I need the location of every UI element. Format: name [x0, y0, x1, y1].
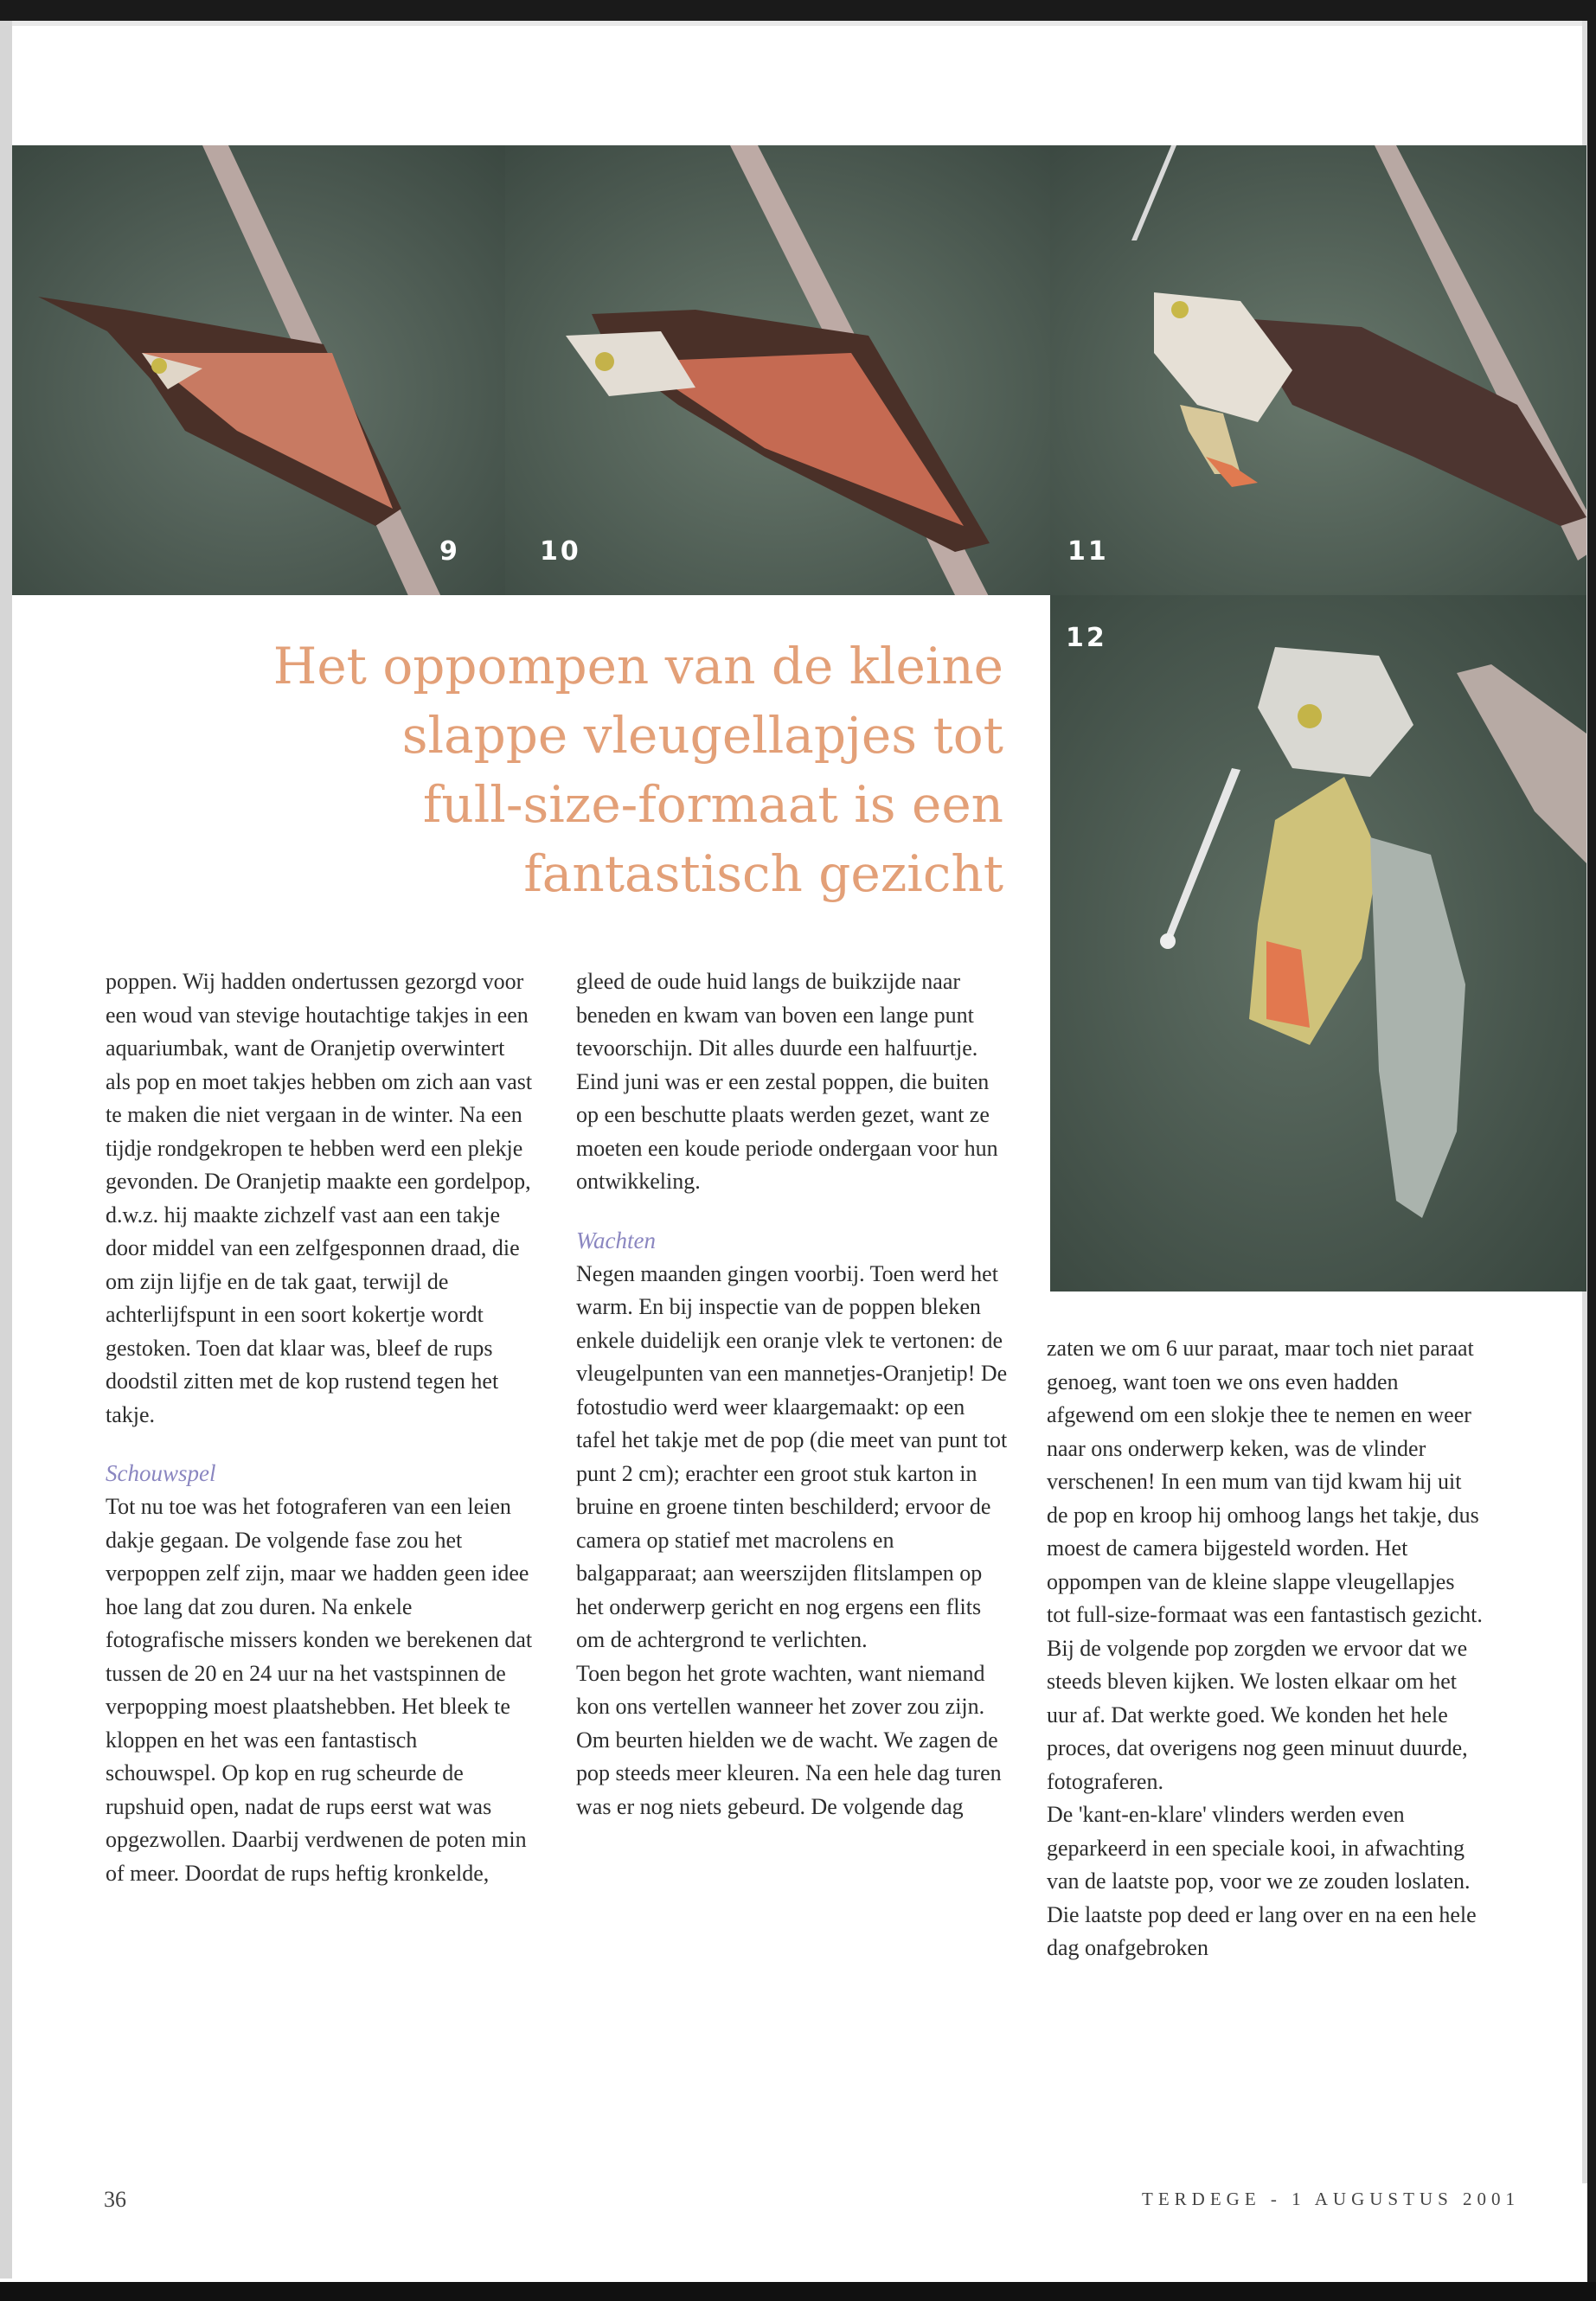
text-column-1 [106, 965, 533, 1890]
text-column-3 [1047, 1332, 1484, 1965]
photo-10-label: 10 [540, 536, 581, 567]
photo-11-label: 11 [1067, 536, 1109, 567]
photo-9 [12, 145, 505, 595]
col1-paragraph-2: Tot nu toe was het fotograferen van een leien dakje gegaan. De volgende fase zou het verpoppen zelf zijn, maar we hadden geen idee hoe lang dat zou duren. Na enkele fotografische missers konden we berekenen dat tussen de 20 en 24 uur na het vastspinnen de verpopping moest plaatshebben. Het bleek te kloppen en het was een fantastisch schouwspel. Op kop en rug scheurde de rupshuid open, nadat de rups eerst wat was opgezwollen. Daarbij verdwenen de poten min of meer. Doordat de rups heftig kronkelde, [106, 1494, 533, 1886]
headline-line-1: Het oppompen van de kleine [272, 637, 1003, 695]
page-number: 36 [104, 2187, 126, 2212]
subhead-schouwspel: Schouwspel [106, 1460, 216, 1486]
headline-line-2: slappe vleugellapjes tot [401, 706, 1003, 765]
right-border [1587, 0, 1596, 2301]
bottom-border [0, 2282, 1596, 2301]
col2-paragraph-2: Negen maanden gingen voorbij. Toen werd het warm. En bij inspectie van de poppen bleken enkele duidelijk een oranje vlek te vertonen: de vleugelpunten van een mannetjes-Oranjetip! De fotostudio werd weer klaargemaakt: op een tafel het takje met de pop (die meet van punt tot punt 2 cm); erachter een groot stuk karton in bruine en groene tinten beschilderd; ervoor de camera op statief met macrolens en balgapparaat; aan weerszijden flitslampen op het onderwerp gericht en nog ergens een flits om de achtergrond te verlichten. [576, 1260, 1008, 1652]
headline-line-3: full-size-formaat is een [422, 775, 1003, 834]
butterfly-pupa-image [12, 145, 505, 595]
photo-9-label: 9 [439, 536, 460, 567]
photo-12-label: 12 [1066, 623, 1107, 653]
col1-paragraph-1: poppen. Wij hadden ondertussen gezorgd voor een woud van stevige houtachtige takjes in een aquariumbak, want de Oranjetip overwintert als pop en moet takjes hebben om zich aan vast te maken die niet vergaan in de winter. Na een tijdje rondgekropen te hebben werd een plekje gevonden. De Oranjetip maakte een gordelpop, d.w.z. hij maakte zichzelf vast aan een takje door middel van een zelfgesponnen draad, die om zijn lijfje en de tak gaat, terwijl de achterlijfspunt in een soort kokertje wordt gestoken. Toen dat klaar was, bleef de rups doodstil zitten met de kop rustend tegen het takje. [106, 969, 533, 1427]
photo-12 [1050, 595, 1586, 1292]
top-border-inner [12, 21, 1585, 26]
top-border [0, 0, 1596, 21]
headline-line-4: fantastisch gezicht [523, 844, 1003, 903]
butterfly-expanding-wings-image [1050, 595, 1586, 1292]
col2-paragraph-1: gleed de oude huid langs de buikzijde naar beneden en kwam van boven een lange punt tevoorschijn. Dit alles duurde een halfuurtje. Eind juni was er een zestal poppen, die buiten op een beschutte plaats werden gezet, want ze moeten een koude periode ondergaan voor hun ontwikkeling. [576, 969, 998, 1194]
butterfly-emerging-image [505, 145, 1050, 595]
magazine-issue-footer: TERDEGE - 1 AUGUSTUS 2001 [1142, 2189, 1520, 2209]
photo-10 [505, 145, 1050, 595]
text-column-2 [576, 965, 1009, 1823]
left-border [0, 21, 12, 2279]
pull-quote-headline [173, 631, 1003, 908]
col3-paragraph-2: De 'kant-en-klare' vlinders werden even geparkeerd in een speciale kooi, in afwachting van de laatste pop, voor we ze zouden loslaten. Die laatste pop deed er lang over en na een hele dag onafgebroken [1047, 1802, 1477, 1960]
photo-11 [1050, 145, 1586, 595]
subhead-wachten: Wachten [576, 1227, 656, 1253]
col3-paragraph-1: zaten we om 6 uur paraat, maar toch niet paraat genoeg, want toen we ons even hadden afgewend om een slokje thee te nemen en weer naar ons onderwerp keken, was de vlinder verschenen! In een mum van tijd kwam hij uit de pop en kroop hij omhoog langs het takje, dus moest de camera bijgesteld worden. Het oppompen van de kleine slappe vleugellapjes tot full-size-formaat was een fantastisch gezicht. Bij de volgende pop zorgden we ervoor dat we steeds bleven kijken. We losten elkaar om het uur af. Dat werkte goed. We konden het hele proces, dat overigens nog geen minuut duurde, fotograferen. [1047, 1336, 1483, 1794]
butterfly-hanging-image [1050, 145, 1586, 595]
col2-paragraph-3: Toen begon het grote wachten, want niemand kon ons vertellen wanneer het zover zou zijn. Om beurten hielden we de wacht. We zagen de pop steeds meer kleuren. Na een hele dag turen was er nog niets gebeurd. De volgende dag [576, 1660, 1002, 1819]
